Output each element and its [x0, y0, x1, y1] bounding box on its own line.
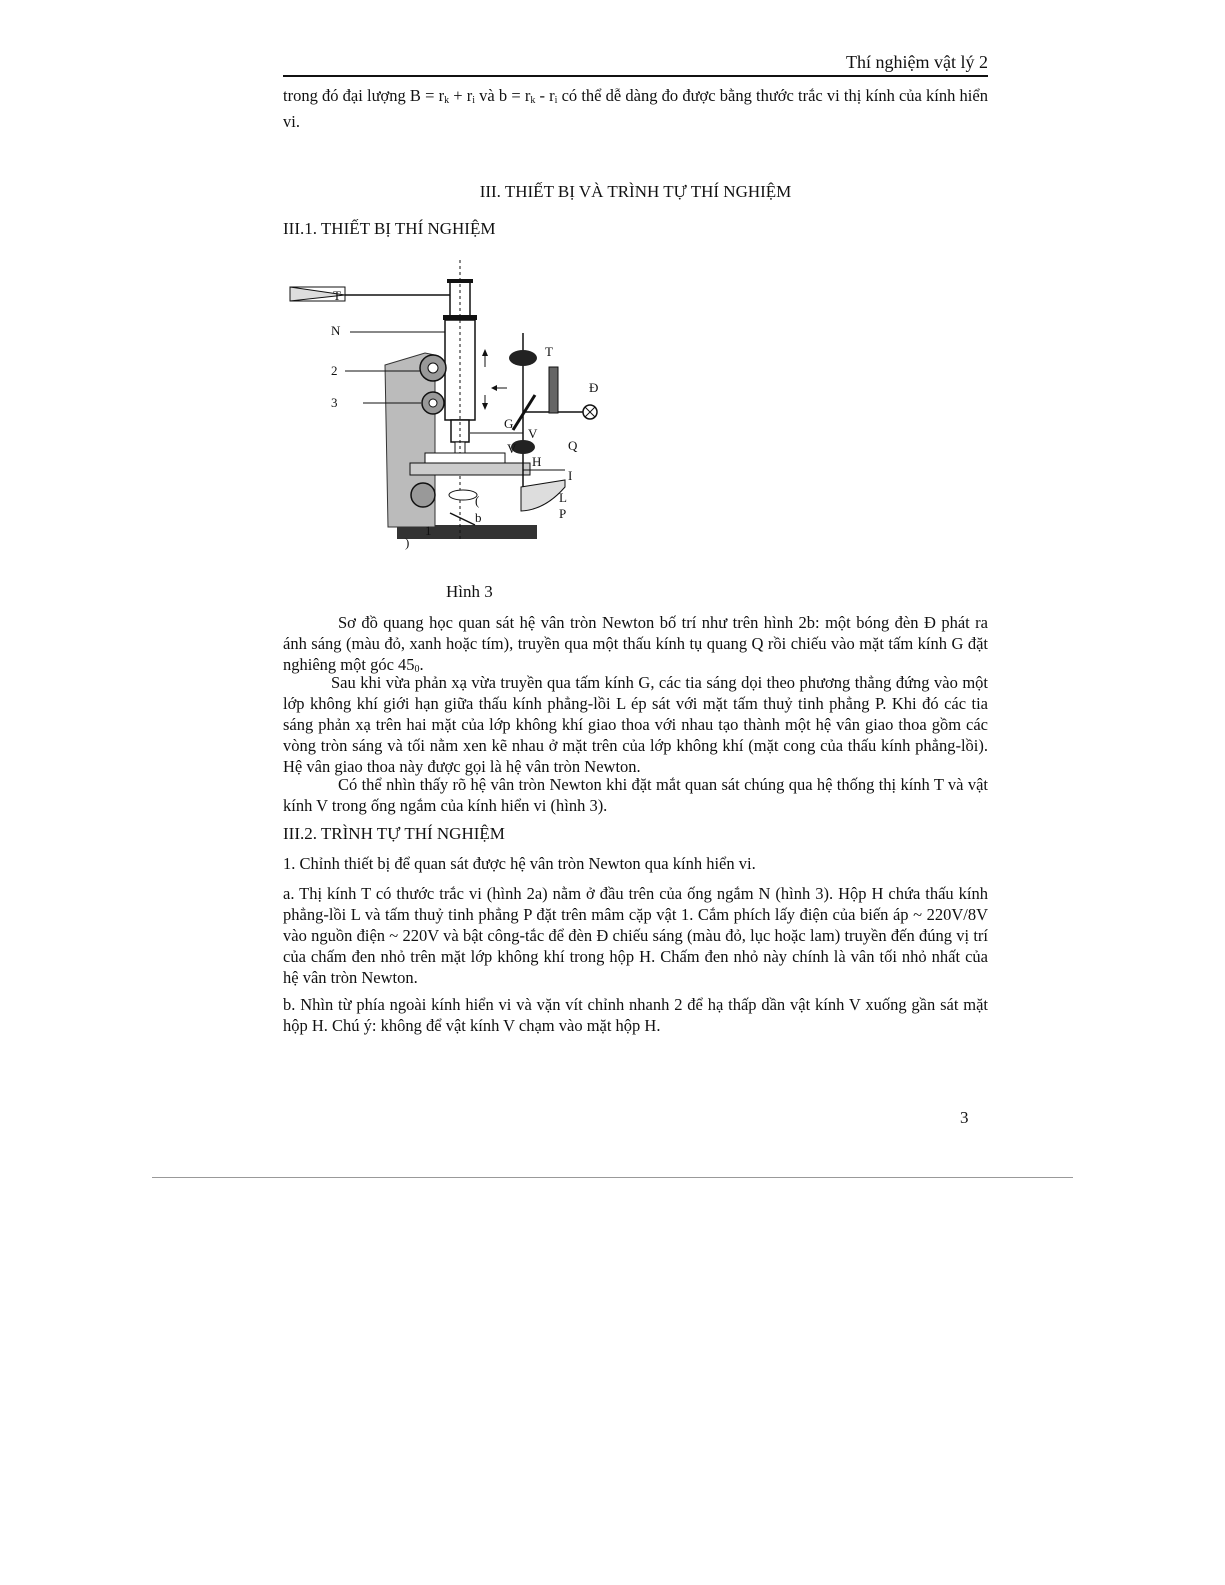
label-3: 3	[331, 395, 338, 410]
sub-k: k	[444, 95, 450, 106]
sub-i2: i	[554, 95, 558, 106]
label-L: L	[559, 490, 567, 505]
sub-i: i	[472, 95, 475, 106]
fine-knob-center	[429, 399, 437, 407]
condenser	[449, 490, 477, 500]
running-header: Thí nghiệm vật lý 2	[846, 52, 988, 72]
label-D: Đ	[589, 380, 599, 395]
intro-lead: trong đó đại lượng	[283, 86, 410, 105]
figure-caption: Hình 3	[446, 582, 493, 601]
p1-text: Sơ đồ quang học quan sát hệ vân tròn Newton bố trí như trên hình 2b: một bóng đèn Đ phát ra ánh sáng (màu đỏ, xanh hoặc tím), truyền qua một thấu kính tụ quang Q rồi chiếu vào mặt tấm kính G đặt nghiêng một góc 45	[283, 613, 988, 674]
label-I: I	[568, 468, 573, 483]
mirror	[450, 513, 475, 525]
formula-b: b = r	[498, 86, 531, 105]
formula-plus: + r	[449, 86, 473, 105]
label-V2: V	[507, 441, 517, 456]
paragraph-3: Có thể nhìn thấy rõ hệ vân tròn Newton khi đặt mắt quan sát chúng qua hệ thống thị kính T và vật kính V trong ống ngắm của kính hiển vi (hình 3).	[283, 775, 988, 815]
label-N: N	[331, 323, 341, 338]
paragraph-1	[283, 612, 988, 680]
formula-B: B = r	[409, 86, 445, 105]
condenser-Q	[549, 367, 558, 413]
label-G: G	[504, 416, 514, 431]
stage-plate	[410, 463, 530, 475]
intro-paragraph	[283, 85, 988, 132]
sub-k2: k	[530, 95, 536, 106]
step-a: a. Thị kính T có thước trắc vi (hình 2a) nằm ở đầu trên của ống ngắm N (hình 3). Hộp H chứa thấu kính phẳng-lồi L và tấm thuỷ tinh phẳng P đặt trên mâm cặp vật 1. Cắm phích lấy điện của biến áp ~ 220V/8V vào nguồn điện ~ 220V và bật công-tắc để đèn Đ chiếu sáng (màu đỏ, lục hoặc lam) truyền đến đúng vị trí của chấm đen nhỏ trên mặt lớp không khí trong hộp H. Chấm đen nhỏ này chính là vân tối nhỏ nhất của hệ vân tròn Newton.	[283, 884, 988, 987]
label-T-lens: T	[545, 344, 553, 359]
label-Q: Q	[568, 438, 578, 453]
label-T-eyepiece: T	[333, 288, 341, 303]
coarse-knob-center	[428, 363, 438, 373]
header-rule	[283, 75, 988, 77]
label-b: b	[475, 510, 482, 525]
paragraph-2: Sau khi vừa phản xạ vừa truyền qua tấm kính G, các tia sáng dọi theo phương thẳng đứng vào một lớp không khí giới hạn giữa thấu kính phẳng-lồi L ép sát với mặt tấm thuỷ tinh phẳng P. Khi đó các tia sáng phản xạ trên hai mặt của lớp không khí giao thoa với nhau tạo thành một hệ vân giao thoa gồm các vòng tròn sáng và tối nằm xen kẽ nhau ở mặt trên của lớp không khí (mặt cong của thấu kính phẳng-lồi). Hệ vân giao thoa này được gọi là hệ vân tròn Newton.	[283, 673, 988, 776]
microscope-figure	[285, 255, 615, 550]
label-P: P	[559, 506, 567, 521]
label-2: 2	[331, 363, 338, 378]
label-paren-close: )	[405, 535, 410, 550]
section-title: III. THIẾT BỊ VÀ TRÌNH TỰ THÍ NGHIỆM	[479, 182, 792, 201]
label-H: H	[532, 454, 542, 469]
label-paren: (	[475, 493, 480, 508]
p1-sub: 0	[414, 664, 420, 675]
box-H	[425, 453, 505, 463]
formula-and: và	[475, 86, 499, 105]
subsection-title-1: III.1. THIẾT BỊ THÍ NGHIỆM	[283, 219, 496, 238]
formula-minus: - r	[535, 86, 555, 105]
label-1: 1	[425, 523, 432, 538]
lens-T	[509, 350, 537, 366]
step-1: 1. Chỉnh thiết bị để quan sát được hệ vân tròn Newton qua kính hiển vi.	[283, 854, 756, 873]
arrow-up-head	[482, 349, 488, 356]
subsection-title-2: III.2. TRÌNH TỰ THÍ NGHIỆM	[283, 824, 505, 843]
arrow-down-head	[482, 403, 488, 410]
p1-end: .	[419, 655, 424, 674]
page-number: 3	[960, 1108, 969, 1127]
step-b: b. Nhìn từ phía ngoài kính hiển vi và vặn vít chỉnh nhanh 2 để hạ thấp dần vật kính V xuống gần sát mặt hộp H. Chú ý: không để vật kính V chạm vào mặt hộp H.	[283, 995, 988, 1035]
page-divider	[152, 1177, 1073, 1178]
label-V: V	[528, 426, 538, 441]
arrow-left-head	[491, 385, 497, 391]
intro-rest: có thể dễ dàng đo được bằng thước trắc vi thị kính của kính hiển vi.	[283, 86, 988, 131]
stage-knob	[411, 483, 435, 507]
